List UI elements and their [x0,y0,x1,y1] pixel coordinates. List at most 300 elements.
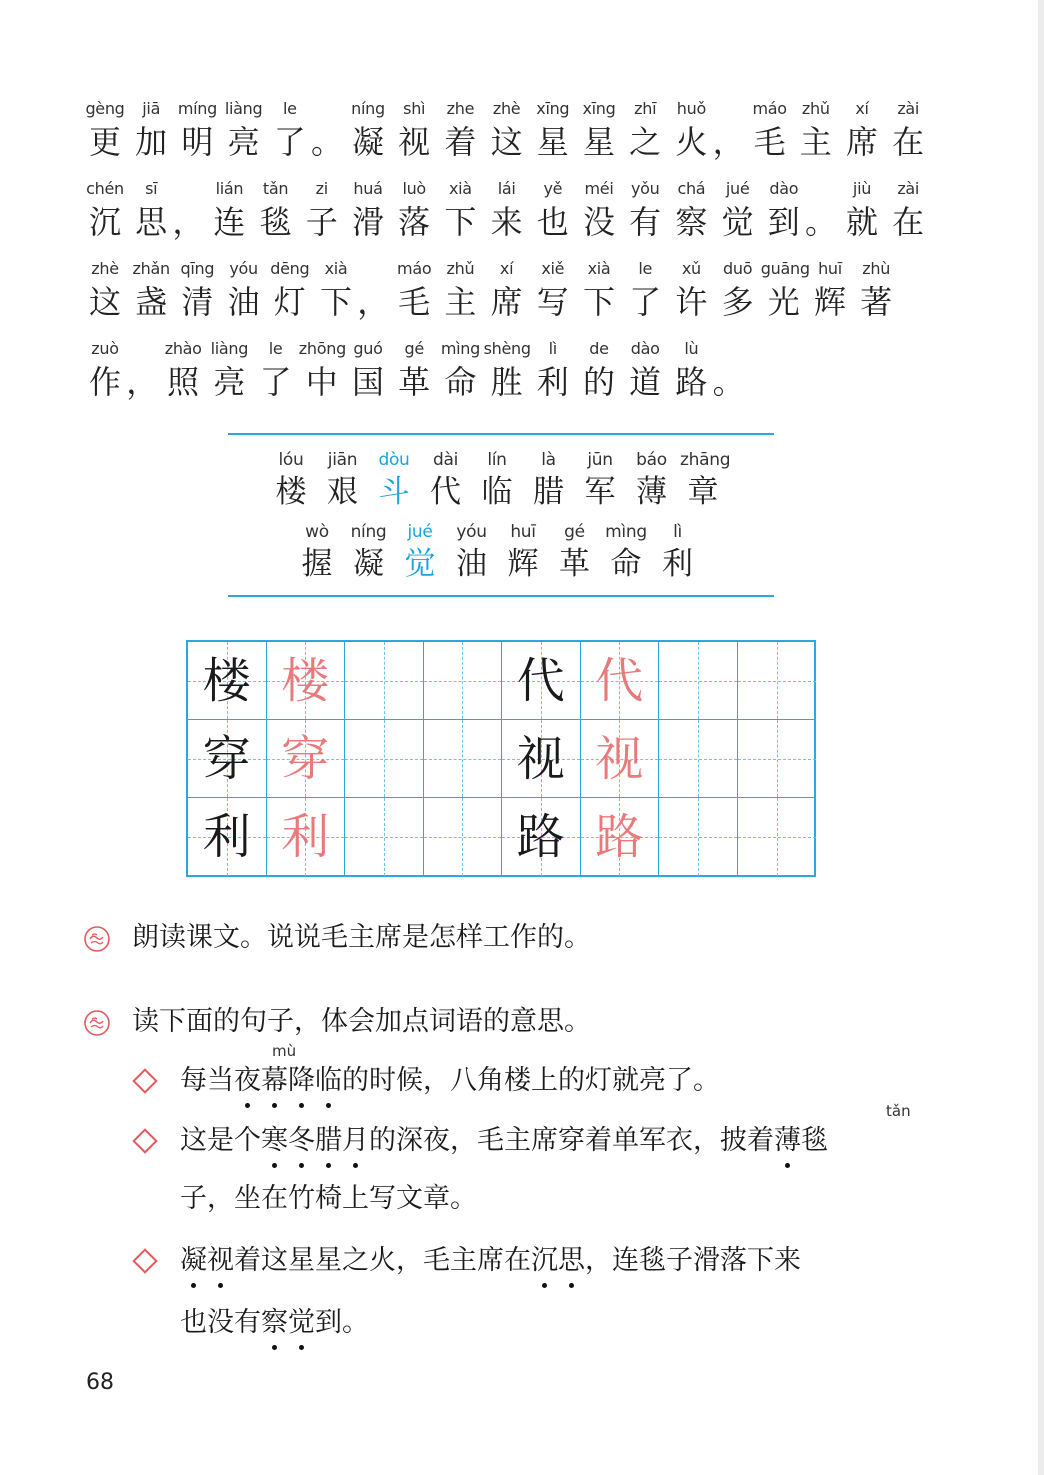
hanzi: 油 [456,546,487,582]
trace-character: 代 [595,653,644,709]
hanzi: 星 [536,123,569,161]
hanzi: 察 [675,203,708,241]
trace-character: 利 [281,809,330,865]
pinyin: zhào [164,339,202,358]
pinyin: báo [636,450,667,470]
hanzi: 滑 [351,203,384,241]
dotted-char: 月 [342,1122,369,1160]
punctuation: 。 [712,363,745,401]
hanzi: 多 [721,283,754,321]
ruby-char [160,336,206,402]
ruby-char [128,176,174,242]
pinyin: jué [725,179,750,198]
ruby-char [206,336,252,402]
ruby-char [622,336,668,402]
pinyin: xīng [536,99,570,118]
pinyin: yě [543,179,563,198]
ruby-char [437,256,483,322]
ruby-char [761,176,807,242]
writing-grid-cell [659,720,738,798]
model-character: 路 [516,809,565,865]
pinyin: duō [723,259,753,278]
diamond-bullet-icon [132,1128,157,1153]
ruby-char [530,336,576,402]
dotted-char: 沉 [531,1242,558,1280]
model-character: 代 [516,653,565,709]
ruby-char [530,256,576,322]
swirl-seal-icon [84,926,110,952]
pinyin: zhōng [298,339,346,358]
pinyin: máo [752,99,787,118]
ruby-char [299,176,345,242]
dotted-char: 临 [315,1062,342,1100]
sentence-1-text [180,1062,720,1100]
hanzi: 代 [430,474,461,510]
pinyin: yóu [229,259,258,278]
new-word [526,447,572,511]
ruby-char [885,176,931,242]
pinyin: xià [587,259,611,278]
sentence-text: 也没有 [180,1307,261,1338]
pinyin: lù [684,339,699,358]
pinyin: níng [351,99,385,118]
pinyin: le [638,259,653,278]
hanzi: 胜 [490,363,523,401]
hanzi: 毛 [753,123,786,161]
pinyin: zi [315,179,328,198]
sentence-text: ，连毯子滑落下来 [585,1245,801,1276]
writing-grid-cell [502,642,581,720]
hanzi: 油 [227,283,260,321]
hanzi: 亮 [213,363,246,401]
pinyin: xīng [582,99,616,118]
hanzi: 子 [305,203,338,241]
ruby-char [885,96,931,162]
hanzi: 亮 [227,123,260,161]
writing-grid-cell [502,720,581,798]
new-word [474,447,520,511]
hanzi: 有 [629,203,662,241]
pinyin: liàng [224,99,263,118]
pinyin: guāng [760,259,810,278]
new-word [577,447,623,511]
new-word [680,447,731,511]
hanzi: 主 [799,123,832,161]
new-words-row-1 [268,447,748,513]
ruby-char [299,336,345,402]
ruby-char [221,96,267,162]
ruby-char [82,176,128,242]
pinyin: méi [584,179,614,198]
pinyin: lì [673,522,682,542]
writing-grid-cell [267,798,346,876]
pinyin: là [541,450,556,470]
hanzi: 斗 [378,474,410,510]
hanzi: 利 [536,363,569,401]
hanzi: 楼 [275,474,307,510]
pinyin: xǔ [681,259,701,278]
ruby-char [128,256,174,322]
pinyin: zhǔ [446,259,475,278]
ruby-char [267,96,313,162]
hanzi: 照 [167,363,200,401]
hanzi: 着 [444,123,477,161]
hanzi: 了 [273,123,306,161]
pinyin: liàng [210,339,249,358]
pinyin: sī [145,179,158,198]
ruby-char [530,96,576,162]
hanzi: 落 [398,203,431,241]
sentence-text: 的时候，八角楼上的灯就亮了。 [342,1065,720,1096]
passage-line [82,256,932,336]
sentence-text: 着这星星之火，毛主席在 [234,1245,531,1276]
hanzi: 盏 [135,283,168,321]
new-word [603,519,649,583]
ruby-char [484,336,530,402]
passage [82,96,932,416]
pinyin: chá [677,179,706,198]
pinyin: wò [305,522,329,542]
hanzi: 了 [259,363,292,401]
writing-grid-cell [581,720,660,798]
ruby-char [484,256,530,322]
dotted-char: 降 [288,1062,315,1100]
new-word [423,447,469,511]
dotted-char: 寒 [261,1122,288,1160]
punctuation: ， [357,283,390,321]
new-word [552,519,598,583]
pinyin: zhè [91,259,119,278]
hanzi: 辉 [507,546,539,582]
hanzi: 觉 [721,203,754,241]
writing-grid-cell [267,720,346,798]
hanzi: 觉 [404,546,436,582]
pinyin: xí [855,99,869,118]
new-word [294,519,340,583]
hanzi: 更 [88,123,121,161]
ruby-char [576,256,622,322]
hanzi: 火 [675,123,708,161]
pinyin: jiù [852,179,872,198]
dotted-char: 凝 [180,1242,207,1280]
hanzi: 加 [135,123,168,161]
ruby-char [793,96,839,162]
ruby-char [437,176,483,242]
pinyin: luò [402,179,426,198]
ruby-char [313,256,359,322]
pinyin: chén [86,179,124,198]
model-character: 楼 [202,653,251,709]
writing-grid-cell [345,720,424,798]
hanzi: 命 [444,363,477,401]
hanzi: 道 [629,363,662,401]
pinyin: dēng [270,259,310,278]
pinyin: gé [404,339,424,358]
trace-character: 穿 [281,731,330,787]
writing-grid-cell [738,720,817,798]
hanzi: 这 [88,283,121,321]
writing-grid-cell [738,798,817,876]
new-word [346,519,392,583]
pinyin: zài [897,179,920,198]
writing-grid-cell [188,720,267,798]
hanzi: 就 [845,203,878,241]
hanzi: 思 [135,203,168,241]
ruby-char [437,336,483,402]
writing-grid-cell [581,798,660,876]
ruby-char [174,256,220,322]
pinyin-annotation: tǎn [886,1102,911,1120]
hanzi: 星 [582,123,615,161]
pinyin: guó [353,339,383,358]
ruby-char [839,176,885,242]
writing-grid-cell [581,642,660,720]
hanzi: 写 [536,283,569,321]
passage-line [82,336,932,416]
writing-grid-cell [345,798,424,876]
pinyin: dài [432,450,459,470]
hanzi: 命 [610,546,642,582]
writing-grid-cell [267,642,346,720]
pinyin: qīng [180,259,215,278]
pinyin: níng [350,522,387,542]
hanzi: 作 [88,363,121,401]
hanzi: 清 [181,283,214,321]
hanzi: 章 [687,474,719,510]
hanzi: 路 [675,363,708,401]
ruby-char [839,96,885,162]
new-word [629,447,675,511]
writing-grid-cell [345,642,424,720]
ruby-char [668,176,714,242]
pinyin: lái [497,179,516,198]
dotted-char: 夜 [234,1062,261,1100]
ruby-char [760,256,810,322]
sentence-3-text [180,1242,801,1280]
ruby-char [174,96,220,162]
hanzi: 腊 [533,474,564,510]
hanzi: 革 [559,546,590,582]
hanzi: 这 [490,123,523,161]
new-word [500,519,546,583]
pinyin: mìng [605,522,647,542]
pinyin: dào [630,339,660,358]
ruby-char [82,256,128,322]
pinyin: xià [324,259,348,278]
ruby-char [715,176,761,242]
ruby-char [576,96,622,162]
pinyin: jūn [587,450,613,470]
trace-character: 路 [595,809,644,865]
hanzi: 没 [582,203,615,241]
hanzi: 下 [319,283,352,321]
pinyin: huī [510,522,536,542]
swirl-seal-icon [84,1010,110,1036]
dotted-char: 视 [207,1242,234,1280]
dotted-char: 察 [261,1304,288,1342]
hanzi: 灯 [273,283,306,321]
ruby-char [622,176,668,242]
page-number: 68 [86,1370,114,1395]
hanzi: 中 [305,363,338,401]
hanzi: 下 [444,203,477,241]
new-word [655,519,701,583]
hanzi: 握 [301,546,333,582]
ruby-char [82,96,128,162]
ruby-char [530,176,576,242]
sentence-text: 每当 [180,1065,234,1096]
pinyin: shèng [483,339,531,358]
ruby-char [128,96,174,162]
ruby-char [747,96,793,162]
ruby-char [715,256,761,322]
ruby-char [221,256,267,322]
pinyin: huá [353,179,383,198]
pinyin: máo [397,259,432,278]
hanzi: 视 [398,123,431,161]
ruby-char [82,336,128,402]
trace-character: 视 [595,731,644,787]
sentence-2-text [180,1122,828,1160]
hanzi: 凝 [351,123,384,161]
pinyin: gé [564,522,585,542]
new-words-row-2 [268,519,748,585]
pinyin: dòu [378,450,410,470]
hanzi: 国 [351,363,384,401]
hanzi: 艰 [327,474,358,510]
hanzi: 革 [398,363,431,401]
punctuation: ， [172,203,205,241]
ruby-char [807,256,853,322]
hanzi: 到 [767,203,800,241]
pinyin: gèng [85,99,125,118]
model-character: 利 [202,809,251,865]
new-word [371,447,417,511]
trace-character: 楼 [281,653,330,709]
pinyin: zhāng [680,450,731,470]
new-word [397,519,443,583]
hanzi: 连 [213,203,246,241]
hanzi: 在 [892,123,925,161]
pinyin: lì [548,339,557,358]
pinyin: zhī [634,99,657,118]
ruby-char [345,176,391,242]
pinyin: dào [769,179,799,198]
ruby-char [345,96,391,162]
hanzi: 来 [490,203,523,241]
pinyin: zài [897,99,920,118]
hanzi: 主 [444,283,477,321]
hanzi: 也 [536,203,569,241]
model-character: 穿 [202,731,251,787]
pinyin: huǒ [676,99,706,118]
exercise-1-text: 朗读课文。说说毛主席是怎样工作的。 [132,922,591,953]
writing-grid-cell [424,798,503,876]
pinyin: xí [499,259,514,278]
ruby-char [391,256,437,322]
writing-grid-cell [188,798,267,876]
ruby-char [576,176,622,242]
ruby-char [253,336,299,402]
ruby-char [668,256,714,322]
ruby-char [391,336,437,402]
hanzi: 下 [582,283,615,321]
sentence-text: 这是个 [180,1125,261,1156]
hanzi: 席 [490,283,523,321]
punctuation: ， [712,123,745,161]
writing-grid-cell [659,798,738,876]
hanzi: 了 [629,283,662,321]
ruby-char [484,176,530,242]
writing-grid [186,640,816,877]
hanzi: 毯 [259,203,292,241]
ruby-char [484,96,530,162]
diamond-bullet-icon [132,1068,157,1093]
hanzi: 毛 [398,283,431,321]
pinyin: de [589,339,609,358]
ruby-char [253,176,299,242]
ruby-char [391,96,437,162]
pinyin: míng [177,99,217,118]
writing-grid-cell [502,798,581,876]
punctuation: 。 [805,203,838,241]
sentence-3-line-2 [180,1304,369,1342]
ruby-char [668,96,714,162]
ruby-char [345,336,391,402]
pinyin: zhǔ [801,99,830,118]
writing-grid-cell [188,642,267,720]
pinyin: jiā [142,99,161,118]
pinyin: zuò [91,339,119,358]
punctuation: 。 [311,123,344,161]
dotted-char: 冬 [288,1122,315,1160]
ruby-char [267,256,313,322]
pinyin: lóu [278,450,304,470]
pinyin: tǎn [262,179,289,198]
ruby-char [668,336,714,402]
pinyin: zhǎn [132,259,170,278]
pinyin: lián [215,179,244,198]
ruby-char [576,336,622,402]
pinyin: yóu [456,522,487,542]
model-character: 视 [516,731,565,787]
diamond-bullet-icon [132,1248,157,1273]
sentence-text: 的深夜，毛主席穿着单军衣，披着 [369,1125,774,1156]
pinyin: yǒu [630,179,660,198]
hanzi: 薄 [636,474,667,510]
exercise-2-text: 读下面的句子，体会加点词语的意思。 [132,1006,591,1037]
passage-line [82,96,932,176]
pinyin: zhe [446,99,475,118]
sentence-text: 毯 [801,1125,828,1156]
hanzi: 凝 [353,546,384,582]
writing-grid-cell [738,642,817,720]
pinyin: le [282,99,297,118]
pinyin-annotation: mù [272,1042,297,1060]
ruby-char [391,176,437,242]
ruby-char [622,96,668,162]
hanzi: 明 [181,123,214,161]
new-word [449,519,495,583]
hanzi: 的 [582,363,615,401]
ruby-char [206,176,252,242]
punctuation: ， [126,363,159,401]
dotted-char: 薄 [774,1122,801,1160]
new-word [268,447,314,511]
page-edge [1038,0,1044,1475]
writing-grid-cell [424,720,503,798]
pinyin: le [268,339,283,358]
